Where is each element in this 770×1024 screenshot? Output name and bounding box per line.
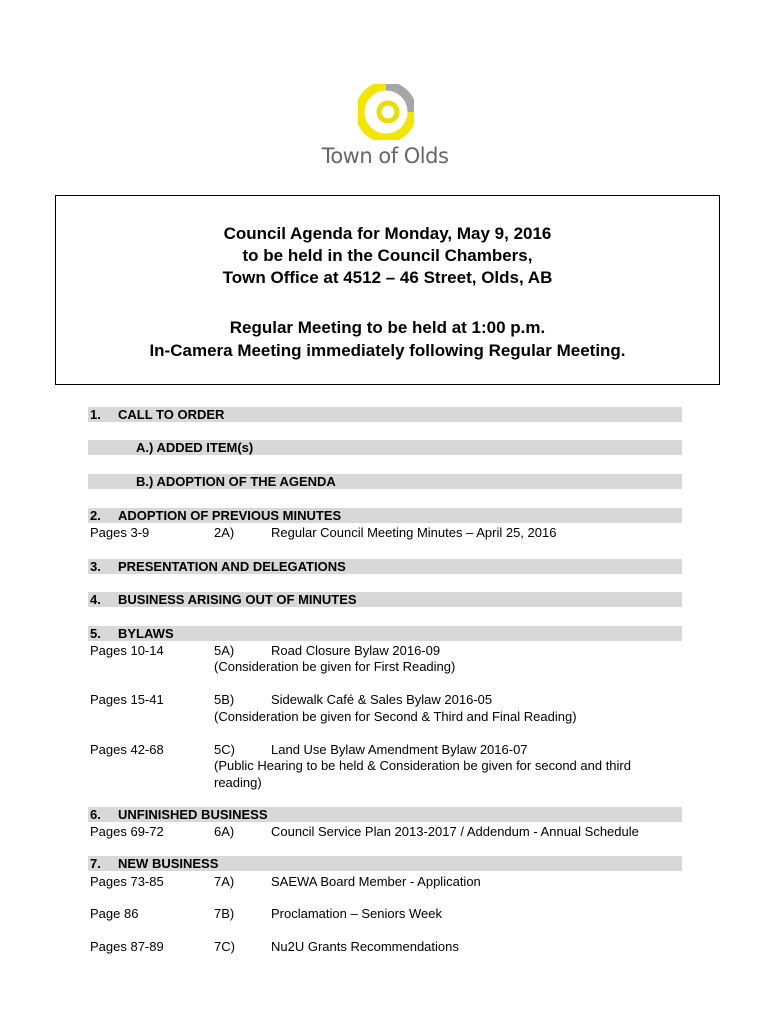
- agenda-title-box: [55, 195, 720, 385]
- item-pages: Pages 87-89: [90, 939, 164, 954]
- item-pages: Pages 69-72: [90, 824, 164, 839]
- item-description: Nu2U Grants Recommendations: [271, 939, 459, 954]
- section-4-title: BUSINESS ARISING OUT OF MINUTES: [118, 592, 357, 607]
- section-2-number: 2.: [90, 508, 101, 523]
- section-5-number: 5.: [90, 626, 101, 641]
- section-6-title: UNFINISHED BUSINESS: [118, 807, 268, 822]
- section-4-number: 4.: [90, 592, 101, 607]
- section-5-title: BYLAWS: [118, 626, 174, 641]
- item-pages: Pages 73-85: [90, 874, 164, 889]
- item-code: 6A): [214, 824, 235, 839]
- logo-text: Town of Olds: [321, 144, 449, 168]
- item-note: (Consideration be given for First Reading): [214, 659, 456, 674]
- item-pages: Pages 10-14: [90, 643, 164, 658]
- item-code: 2A): [214, 525, 235, 540]
- item-pages: Pages 15-41: [90, 692, 164, 707]
- item-code: 7C): [214, 939, 235, 954]
- item-code: 7A): [214, 874, 235, 889]
- item-description: Sidewalk Café & Sales Bylaw 2016-05: [271, 692, 493, 707]
- section-bar: [88, 626, 682, 641]
- section-1a-title: A.) ADDED ITEM(s): [136, 440, 254, 455]
- item-description: SAEWA Board Member - Application: [271, 874, 481, 889]
- title-line-3: Town Office at 4512 – 46 Street, Olds, AB: [222, 268, 553, 287]
- item-pages: Pages 3-9: [90, 525, 150, 540]
- title-line-2: to be held in the Council Chambers,: [242, 246, 533, 265]
- item-pages: Pages 42-68: [90, 742, 164, 757]
- title-line-5: In-Camera Meeting immediately following Regular Meeting.: [149, 341, 626, 360]
- item-code: 7B): [214, 906, 235, 921]
- section-6-number: 6.: [90, 807, 101, 822]
- item-description: Proclamation – Seniors Week: [271, 906, 443, 921]
- section-1-number: 1.: [90, 407, 101, 422]
- section-2-title: ADOPTION OF PREVIOUS MINUTES: [118, 508, 342, 523]
- item-pages: Page 86: [90, 906, 139, 921]
- section-7-title: NEW BUSINESS: [118, 856, 219, 871]
- item-description: Road Closure Bylaw 2016-09: [271, 643, 441, 658]
- section-1-title: CALL TO ORDER: [118, 407, 225, 422]
- section-1b-title: B.) ADOPTION OF THE AGENDA: [136, 474, 336, 489]
- town-of-olds-logo-icon: [358, 84, 414, 140]
- title-line-1: Council Agenda for Monday, May 9, 2016: [223, 224, 552, 243]
- section-7-number: 7.: [90, 856, 101, 871]
- item-code: 5B): [214, 692, 235, 707]
- item-note: (Consideration be given for Second & Third and Final Reading): [214, 709, 577, 724]
- item-note-continued: reading): [214, 775, 262, 790]
- item-code: 5C): [214, 742, 235, 757]
- item-description: Land Use Bylaw Amendment Bylaw 2016-07: [271, 742, 528, 757]
- title-line-4: Regular Meeting to be held at 1:00 p.m.: [229, 318, 546, 337]
- item-description: Council Service Plan 2013-2017 / Addendum - Annual Schedule: [271, 824, 639, 839]
- item-note: (Public Hearing to be held & Consideration be given for second and third: [214, 758, 631, 773]
- item-code: 5A): [214, 643, 235, 658]
- section-3-title: PRESENTATION AND DELEGATIONS: [118, 559, 346, 574]
- item-description: Regular Council Meeting Minutes – April 25, 2016: [271, 525, 557, 540]
- section-3-number: 3.: [90, 559, 101, 574]
